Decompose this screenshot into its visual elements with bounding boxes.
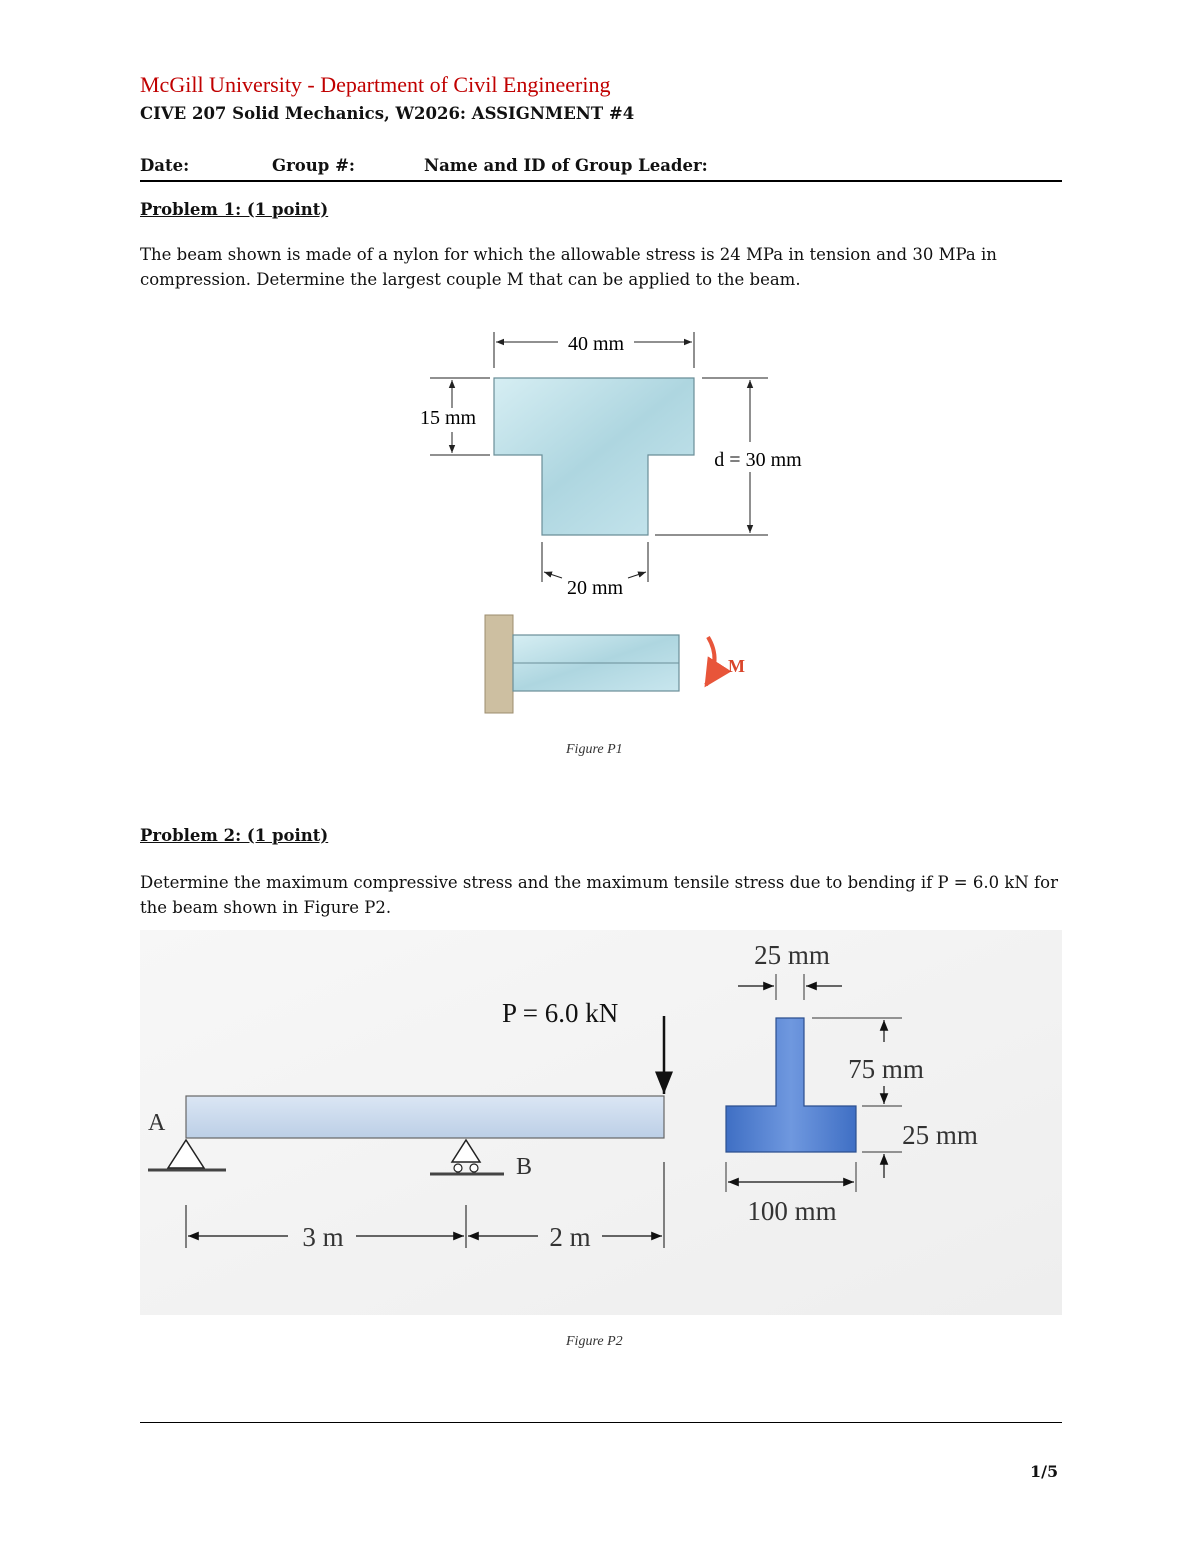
group-label: Group #: — [272, 156, 355, 175]
moment-arrow — [706, 637, 715, 685]
t-section-shape — [494, 378, 694, 535]
group-leader-label: Name and ID of Group Leader: — [424, 156, 708, 175]
problem-1-text: The beam shown is made of a nylon for which the allowable stress is 24 MPa in tension and 30 MPa in compression. Determine the largest couple M that can be applied to the beam. — [140, 245, 997, 289]
dim-web-height-label: 75 mm — [848, 1054, 924, 1084]
footer-rule — [140, 1422, 1062, 1423]
support-a-label: A — [148, 1110, 166, 1136]
dim-40mm-label: 40 mm — [567, 333, 625, 355]
header-rule — [140, 180, 1062, 182]
course-title: CIVE 207 Solid Mechanics, W2026: ASSIGNMENT #4 — [140, 104, 635, 123]
problem-1-title: Problem 1: (1 point) — [140, 200, 329, 219]
dim-flange-width-label: 100 mm — [747, 1196, 837, 1226]
problem-2-title: Problem 2: (1 point) — [140, 826, 329, 845]
support-b-label: B — [516, 1154, 533, 1180]
figure-p1-diagram — [400, 320, 840, 730]
problem-2-text: Determine the maximum compressive stress and the maximum tensile stress due to bending if P = 6.0 kN for the beam shown in Figure P2. — [140, 873, 1058, 917]
page-number: 1/5 — [1030, 1462, 1059, 1481]
figure-p2-caption: Figure P2 — [566, 1334, 623, 1349]
load-label: P = 6.0 kN — [502, 998, 619, 1028]
beam-p2 — [186, 1096, 664, 1138]
dim-20mm-label: 20 mm — [566, 577, 624, 599]
figure-p2-diagram — [140, 930, 1062, 1320]
moment-label: M — [728, 656, 745, 676]
date-label: Date: — [140, 156, 190, 175]
span-2m-label: 2 m — [549, 1222, 591, 1252]
dim-15mm-label: 15 mm — [419, 407, 477, 429]
figure-p1-caption: Figure P1 — [566, 742, 623, 757]
dim-web-width-label: 25 mm — [754, 940, 830, 970]
span-3m-label: 3 m — [302, 1222, 344, 1252]
dim-depth-label: d = 30 mm — [714, 449, 802, 471]
university-title: McGill University - Department of Civil Engineering — [140, 72, 611, 97]
dim-flange-thickness-label: 25 mm — [902, 1120, 978, 1150]
fixed-wall — [485, 615, 513, 713]
